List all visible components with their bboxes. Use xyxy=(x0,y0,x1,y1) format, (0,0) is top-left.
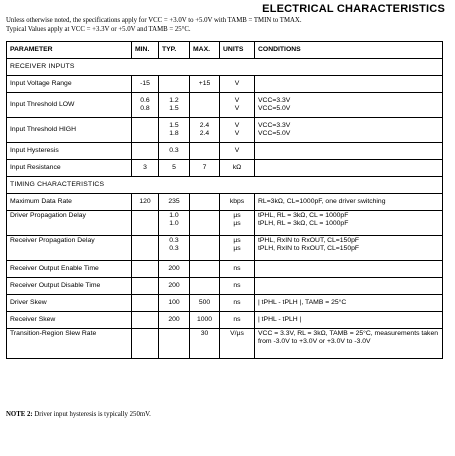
cell-units: µs µs xyxy=(220,236,255,261)
cell-max xyxy=(190,143,220,160)
cell-conditions xyxy=(255,143,443,160)
cell-parameter: Input Hysteresis xyxy=(7,143,132,160)
table-row xyxy=(7,211,443,236)
cell-units: V/µs xyxy=(220,329,255,359)
cell-max: 7 xyxy=(190,160,220,177)
cell-typ xyxy=(159,76,190,93)
cell-conditions: tPHL, RxIN to RxOUT, CL=150pF tPLH, RxIN to RxOUT, CL=150pF xyxy=(255,236,443,261)
cell-min xyxy=(132,236,159,261)
table-row xyxy=(7,278,443,295)
cell-parameter: Input Threshold HIGH xyxy=(7,118,132,143)
electrical-characteristics-table xyxy=(6,41,443,359)
cell-typ: 5 xyxy=(159,160,190,177)
intro-line-2: Typical Values apply at VCC = +3.3V or +5.0V and TAMB = 25°C. xyxy=(6,26,191,33)
table-row xyxy=(7,194,443,211)
cell-parameter: Input Threshold LOW xyxy=(7,93,132,118)
table-row xyxy=(7,236,443,261)
cell-max: 500 xyxy=(190,295,220,312)
cell-conditions xyxy=(255,160,443,177)
cell-conditions: | tPHL - tPLH |, TAMB = 25°C xyxy=(255,295,443,312)
cell-conditions: VCC=3.3V VCC=5.0V xyxy=(255,118,443,143)
intro-text xyxy=(6,16,446,34)
table-row xyxy=(7,261,443,278)
intro-line-1: Unless otherwise noted, the specifications apply for VCC = +3.0V to +5.0V with TAMB = TMIN to TMAX. xyxy=(6,17,302,24)
header-parameter: PARAMETER xyxy=(7,42,132,59)
header-units: UNITS xyxy=(220,42,255,59)
cell-typ: 100 xyxy=(159,295,190,312)
header-max: MAX. xyxy=(190,42,220,59)
cell-units: ns xyxy=(220,312,255,329)
cell-max xyxy=(190,236,220,261)
cell-conditions xyxy=(255,278,443,295)
cell-units: ns xyxy=(220,278,255,295)
section-row-receiver xyxy=(7,59,443,76)
table-row xyxy=(7,329,443,359)
cell-min: 0.6 0.8 xyxy=(132,93,159,118)
cell-min xyxy=(132,295,159,312)
cell-min: 3 xyxy=(132,160,159,177)
cell-conditions: VCC=3.3V VCC=5.0V xyxy=(255,93,443,118)
table-row xyxy=(7,295,443,312)
cell-typ: 1.5 1.8 xyxy=(159,118,190,143)
cell-max: 2.4 2.4 xyxy=(190,118,220,143)
table-header-row xyxy=(7,42,443,59)
cell-typ: 0.3 xyxy=(159,143,190,160)
footnote-text: Driver input hysteresis is typically 250mV. xyxy=(34,411,151,418)
header-typ: TYP. xyxy=(159,42,190,59)
cell-parameter: Driver Skew xyxy=(7,295,132,312)
cell-min: -15 xyxy=(132,76,159,93)
cell-min: 120 xyxy=(132,194,159,211)
cell-parameter: Input Resistance xyxy=(7,160,132,177)
cell-conditions xyxy=(255,261,443,278)
cell-max: +15 xyxy=(190,76,220,93)
cell-min xyxy=(132,143,159,160)
cell-typ: 1.2 1.5 xyxy=(159,93,190,118)
cell-units: V xyxy=(220,143,255,160)
cell-parameter: Receiver Output Disable Time xyxy=(7,278,132,295)
cell-units: V V xyxy=(220,118,255,143)
cell-parameter: Transition-Region Slew Rate xyxy=(7,329,132,359)
cell-max xyxy=(190,261,220,278)
table-row xyxy=(7,118,443,143)
table-row xyxy=(7,160,443,177)
page-title: ELECTRICAL CHARACTERISTICS xyxy=(262,3,445,15)
cell-conditions: tPHL, RL = 3kΩ, CL = 1000pF tPLH, RL = 3kΩ, CL = 1000pF xyxy=(255,211,443,236)
cell-parameter: Receiver Output Enable Time xyxy=(7,261,132,278)
table-row xyxy=(7,76,443,93)
header-conditions: CONDITIONS xyxy=(255,42,443,59)
header-min: MIN. xyxy=(132,42,159,59)
cell-typ: 200 xyxy=(159,278,190,295)
cell-parameter: Maximum Data Rate xyxy=(7,194,132,211)
cell-units: V V xyxy=(220,93,255,118)
cell-min xyxy=(132,278,159,295)
cell-typ: 235 xyxy=(159,194,190,211)
cell-max xyxy=(190,278,220,295)
cell-units: µs µs xyxy=(220,211,255,236)
cell-max: 30 xyxy=(190,329,220,359)
table-row xyxy=(7,143,443,160)
cell-parameter: Receiver Propagation Delay xyxy=(7,236,132,261)
cell-min xyxy=(132,329,159,359)
table-row xyxy=(7,312,443,329)
cell-min xyxy=(132,261,159,278)
cell-typ xyxy=(159,329,190,359)
cell-parameter: Driver Propagation Delay xyxy=(7,211,132,236)
cell-typ: 0.3 0.3 xyxy=(159,236,190,261)
cell-max xyxy=(190,93,220,118)
cell-units: ns xyxy=(220,261,255,278)
cell-conditions xyxy=(255,76,443,93)
cell-units: kΩ xyxy=(220,160,255,177)
cell-typ: 1.0 1.0 xyxy=(159,211,190,236)
cell-min xyxy=(132,312,159,329)
cell-units: kbps xyxy=(220,194,255,211)
footnote xyxy=(6,411,151,418)
cell-conditions: RL=3kΩ, CL=1000pF, one driver switching xyxy=(255,194,443,211)
cell-max: 1000 xyxy=(190,312,220,329)
section-title-receiver: RECEIVER INPUTS xyxy=(7,59,443,76)
table-row xyxy=(7,93,443,118)
cell-typ: 200 xyxy=(159,261,190,278)
cell-units: V xyxy=(220,76,255,93)
cell-min xyxy=(132,211,159,236)
cell-max xyxy=(190,211,220,236)
section-title-timing: TIMING CHARACTERISTICS xyxy=(7,177,443,194)
cell-conditions: | tPHL - tPLH | xyxy=(255,312,443,329)
cell-typ: 200 xyxy=(159,312,190,329)
cell-parameter: Input Voltage Range xyxy=(7,76,132,93)
cell-min xyxy=(132,118,159,143)
cell-units: ns xyxy=(220,295,255,312)
cell-max xyxy=(190,194,220,211)
cell-conditions: VCC = 3.3V, RL = 3kΩ, TAMB = 25°C, measurements taken from -3.0V to +3.0V or +3.0V to -3.0V xyxy=(255,329,443,359)
footnote-label: NOTE 2: xyxy=(6,411,33,418)
section-row-timing xyxy=(7,177,443,194)
cell-parameter: Receiver Skew xyxy=(7,312,132,329)
